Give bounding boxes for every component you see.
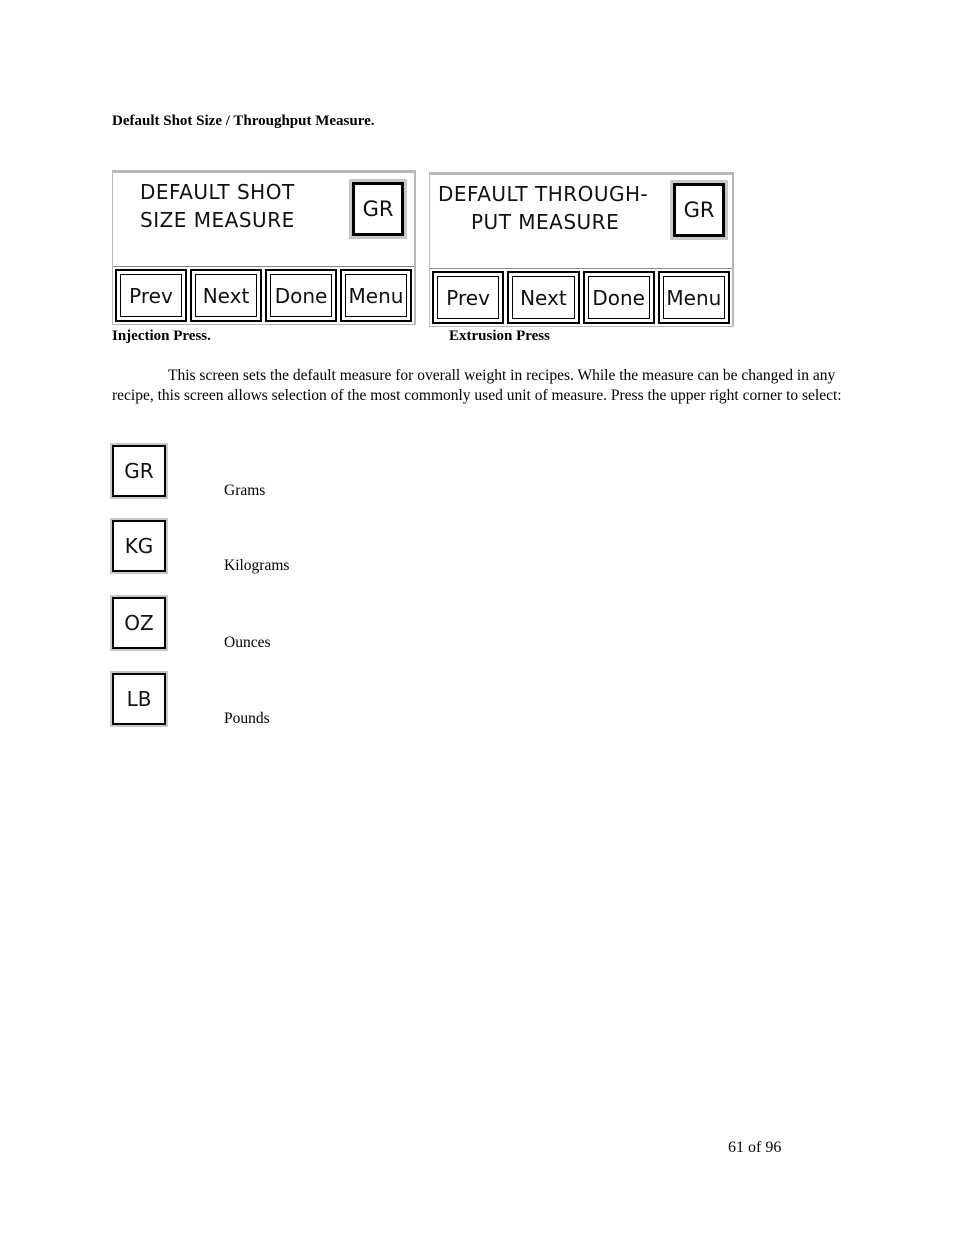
- extrusion-press-caption: Extrusion Press: [449, 328, 550, 344]
- injection-press-screen: [112, 170, 416, 325]
- unit-key-pounds: LB: [112, 673, 166, 725]
- button-row: [430, 268, 732, 326]
- prev-button[interactable]: Prev: [115, 269, 187, 322]
- done-button[interactable]: Done: [583, 271, 655, 324]
- next-button[interactable]: Next: [190, 269, 262, 322]
- unit-select-button[interactable]: GR: [352, 182, 404, 236]
- page-number: 61 of 96: [728, 1139, 782, 1156]
- description-paragraph: This screen sets the default measure for overall weight in recipes. While the measure can be changed in any recipe, this screen allows selection of the most commonly used unit of measure. Press the upper right corner to select:: [112, 367, 842, 404]
- screen-title-line-1: DEFAULT THROUGH-: [438, 182, 649, 206]
- unit-label-grams: Grams: [224, 482, 266, 499]
- screen-title-line-1: DEFAULT SHOT: [140, 180, 295, 204]
- unit-key-kilograms: KG: [112, 520, 166, 572]
- section-heading: Default Shot Size / Throughput Measure.: [112, 113, 375, 129]
- prev-button[interactable]: Prev: [432, 271, 504, 324]
- done-button[interactable]: Done: [265, 269, 337, 322]
- button-row: [113, 266, 414, 324]
- menu-button[interactable]: Menu: [658, 271, 730, 324]
- screen-title-line-2: SIZE MEASURE: [140, 208, 295, 232]
- unit-label-kilograms: Kilograms: [224, 557, 290, 574]
- unit-key-ounces: OZ: [112, 597, 166, 649]
- unit-key-grams: GR: [112, 445, 166, 497]
- screen-title-line-2: PUT MEASURE: [471, 210, 620, 234]
- injection-press-caption: Injection Press.: [112, 328, 211, 344]
- unit-select-button[interactable]: GR: [673, 183, 725, 237]
- next-button[interactable]: Next: [507, 271, 579, 324]
- extrusion-press-screen: [429, 172, 734, 327]
- menu-button[interactable]: Menu: [340, 269, 412, 322]
- unit-label-pounds: Pounds: [224, 710, 270, 727]
- unit-label-ounces: Ounces: [224, 634, 271, 651]
